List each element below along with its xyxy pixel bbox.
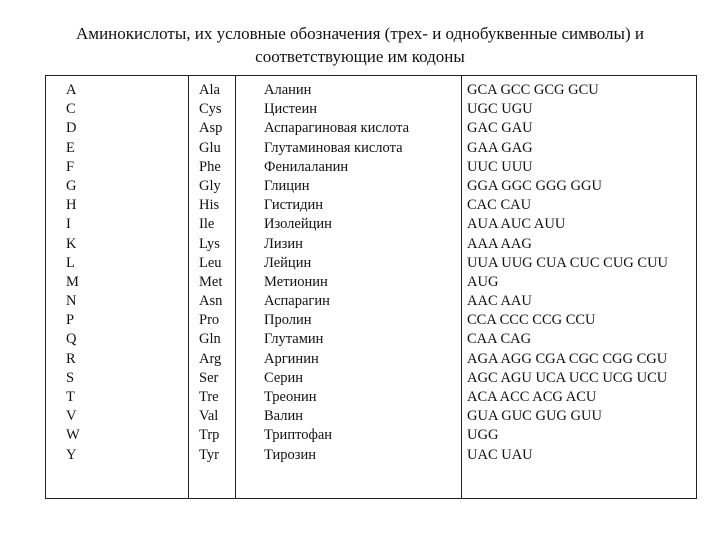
three-letter-code: Ile (199, 216, 215, 233)
one-letter-code: W (66, 427, 80, 444)
one-letter-column (66, 81, 80, 465)
three-letter-code: Gln (199, 331, 221, 348)
codon-list: UUC UUU (467, 158, 533, 175)
one-letter-code: C (66, 101, 76, 118)
one-letter-code: M (66, 273, 79, 290)
three-letter-code: Glu (199, 139, 221, 156)
amino-acid-table (45, 75, 697, 499)
amino-acid-name: Пролин (264, 312, 312, 329)
three-letter-code: Pro (199, 312, 220, 329)
three-letter-code: Arg (199, 350, 222, 367)
column-divider (235, 76, 236, 498)
amino-acid-name: Валин (264, 408, 303, 425)
column-divider (188, 76, 189, 498)
amino-acid-name: Тирозин (264, 446, 317, 463)
one-letter-code: L (66, 254, 75, 271)
amino-acid-name: Цистеин (264, 101, 317, 118)
codon-list: CAA CAG (467, 331, 532, 348)
amino-acid-name: Триптофан (264, 427, 333, 444)
amino-acid-name: Фенилаланин (264, 158, 349, 175)
one-letter-code: K (66, 235, 77, 252)
amino-acid-name: Серин (264, 369, 304, 386)
one-letter-code: T (66, 389, 75, 405)
three-letter-code: Tre (199, 389, 219, 405)
three-letter-code: Phe (199, 158, 221, 175)
amino-acid-name: Изолейцин (264, 216, 332, 233)
one-letter-code: G (66, 177, 77, 194)
amino-acid-name: Аспарагин (264, 293, 330, 310)
one-letter-code: P (66, 312, 75, 329)
three-letter-code: Asp (199, 120, 223, 137)
one-letter-code: I (66, 216, 71, 233)
one-letter-code: R (66, 350, 76, 367)
codon-list: AAA AAG (467, 235, 532, 252)
amino-acid-name: Метионин (264, 273, 328, 290)
codon-list: AUG (467, 273, 499, 290)
codon-list: GAA GAG (467, 139, 533, 156)
codon-list: UGC UGU (467, 101, 533, 118)
codon-list: CCA CCC CCG CCU (467, 312, 596, 329)
codon-list: AGA AGG CGA CGC CGG CGU (467, 350, 668, 367)
amino-acid-name: Аспарагиновая кислота (264, 120, 410, 137)
three-letter-code: Leu (199, 254, 222, 271)
amino-acid-name-column (264, 81, 409, 465)
three-letter-code: Ser (199, 369, 219, 386)
codon-list: GGA GGC GGG GGU (467, 177, 602, 194)
title-line-2: соответствующие им кодоны (255, 47, 465, 66)
three-letter-code: His (199, 197, 220, 214)
one-letter-code: S (66, 369, 75, 386)
amino-acid-name: Глутаминовая кислота (264, 139, 403, 156)
amino-acid-name: Гистидин (264, 197, 324, 214)
one-letter-code: H (66, 197, 77, 214)
three-letter-code: Trp (199, 427, 220, 444)
three-letter-code: Met (199, 273, 223, 290)
one-letter-code: F (66, 158, 75, 175)
codon-list: UUA UUG CUA CUC CUG CUU (467, 254, 669, 271)
codon-list: GUA GUC GUG GUU (467, 408, 602, 425)
codon-list: CAC CAU (467, 197, 532, 214)
one-letter-code: D (66, 120, 77, 137)
three-letter-code: Lys (199, 235, 220, 252)
amino-acid-name: Треонин (264, 389, 317, 405)
codon-list: UAC UAU (467, 446, 533, 463)
three-letter-code: Tyr (199, 446, 219, 463)
three-letter-code: Cys (199, 101, 222, 118)
page-title (0, 22, 720, 68)
three-letter-column (199, 81, 222, 465)
amino-acid-name: Аланин (264, 82, 312, 98)
amino-acid-name: Лейцин (264, 254, 312, 271)
one-letter-code: V (66, 408, 77, 425)
three-letter-code: Gly (199, 177, 221, 194)
codon-list: AAC AAU (467, 293, 532, 310)
title-line-1: Аминокислоты, их условные обозначения (трех- и однобуквенные символы) и (76, 24, 644, 43)
one-letter-code: Y (66, 446, 77, 463)
codon-list: AUA AUC AUU (467, 216, 566, 233)
one-letter-code: A (66, 82, 77, 98)
amino-acid-name: Лизин (264, 235, 303, 252)
column-divider (461, 76, 462, 498)
amino-acid-name: Глутамин (264, 331, 324, 348)
one-letter-code: Q (66, 331, 77, 348)
codons-column (467, 81, 668, 465)
amino-acid-name: Глицин (264, 177, 310, 194)
codon-list: GCA GCC GCG GCU (467, 82, 599, 98)
codon-list: UGG (467, 427, 499, 444)
amino-acid-name: Аргинин (264, 350, 319, 367)
codon-list: ACA ACC ACG ACU (467, 389, 597, 405)
three-letter-code: Asn (199, 293, 223, 310)
three-letter-code: Ala (199, 82, 220, 98)
one-letter-code: E (66, 139, 75, 156)
three-letter-code: Val (199, 408, 219, 425)
codon-list: AGC AGU UCA UCC UCG UCU (467, 369, 668, 386)
codon-list: GAC GAU (467, 120, 533, 137)
one-letter-code: N (66, 293, 77, 310)
